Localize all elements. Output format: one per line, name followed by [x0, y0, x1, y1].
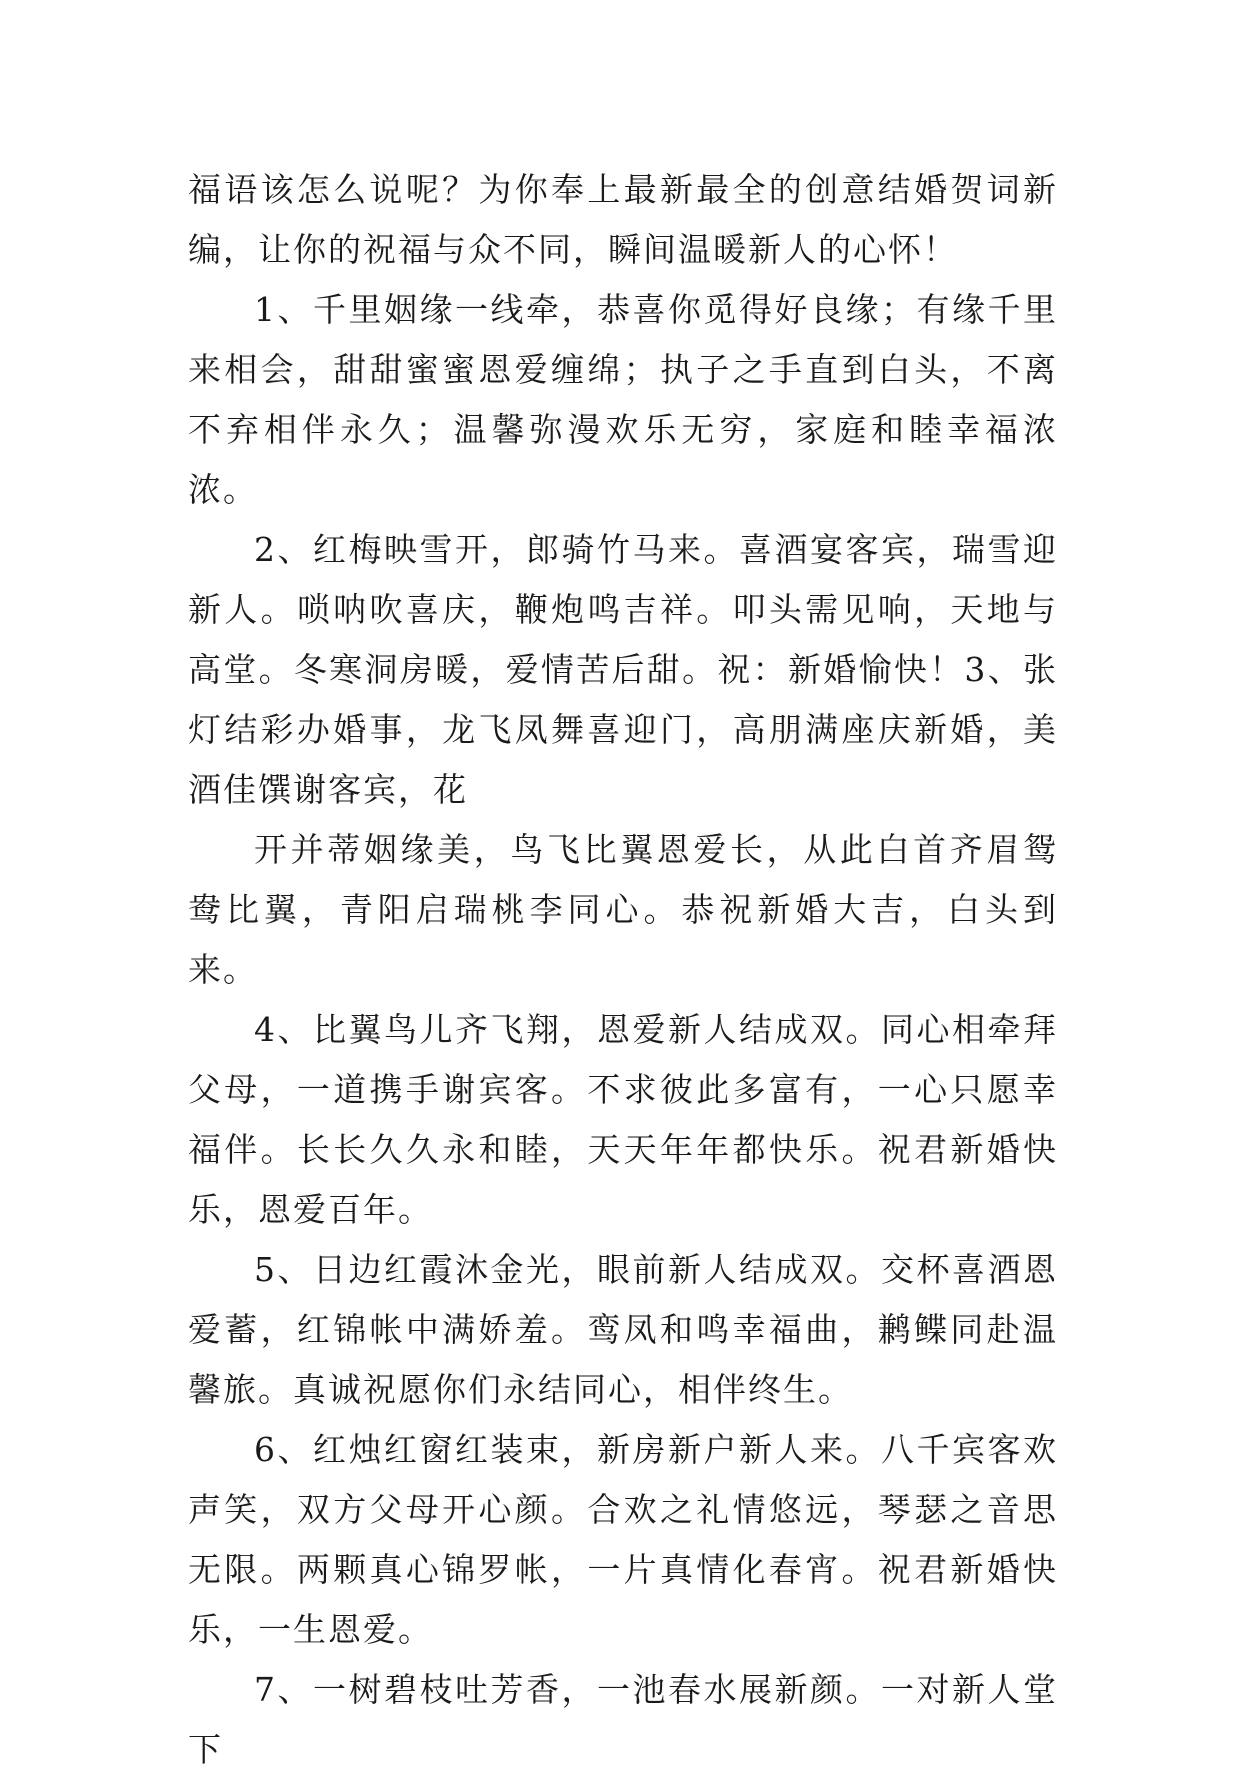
paragraph-7: 7、一树碧枝吐芳香，一池春水展新颜。一对新人堂下: [188, 1670, 1058, 1769]
paragraph-2: 2、红梅映雪开，郎骑竹马来。喜酒宴客宾，瑞雪迎新人。唢呐吹喜庆，鞭炮鸣吉祥。叩头需见响，天地与高堂。冬寒洞房暖，爱情苦后甜。祝：新婚愉快！3、张灯结彩办婚事，龙飞凤舞喜迎门，高朋满座庆新婚，美酒佳馔谢客宾，花: [188, 530, 1058, 809]
document-body: [188, 160, 1058, 1780]
paragraph-6: 6、红烛红窗红装束，新房新户新人来。八千宾客欢声笑，双方父母开心颜。合欢之礼情悠远，琴瑟之音思无限。两颗真心锦罗帐，一片真情化春宵。祝君新婚快乐，一生恩爱。: [188, 1430, 1058, 1649]
paragraph-intro: 福语该怎么说呢？为你奉上最新最全的创意结婚贺词新编，让你的祝福与众不同，瞬间温暖新人的心怀！: [188, 170, 1058, 269]
paragraph-2-continued: 开并蒂姻缘美，鸟飞比翼恩爱长，从此白首齐眉鸳鸯比翼，青阳启瑞桃李同心。恭祝新婚大吉，白头到来。: [188, 830, 1058, 989]
paragraph-1: 1、千里姻缘一线牵，恭喜你觅得好良缘；有缘千里来相会，甜甜蜜蜜恩爱缠绵；执子之手直到白头，不离不弃相伴永久；温馨弥漫欢乐无穷，家庭和睦幸福浓浓。: [188, 290, 1058, 509]
paragraph-4: 4、比翼鸟儿齐飞翔，恩爱新人结成双。同心相牵拜父母，一道携手谢宾客。不求彼此多富有，一心只愿幸福伴。长长久久永和睦，天天年年都快乐。祝君新婚快乐，恩爱百年。: [188, 1010, 1058, 1229]
paragraph-5: 5、日边红霞沐金光，眼前新人结成双。交杯喜酒恩爱蓄，红锦帐中满娇羞。鸾凤和鸣幸福曲，鹣鲽同赴温馨旅。真诚祝愿你们永结同心，相伴终生。: [188, 1250, 1058, 1409]
